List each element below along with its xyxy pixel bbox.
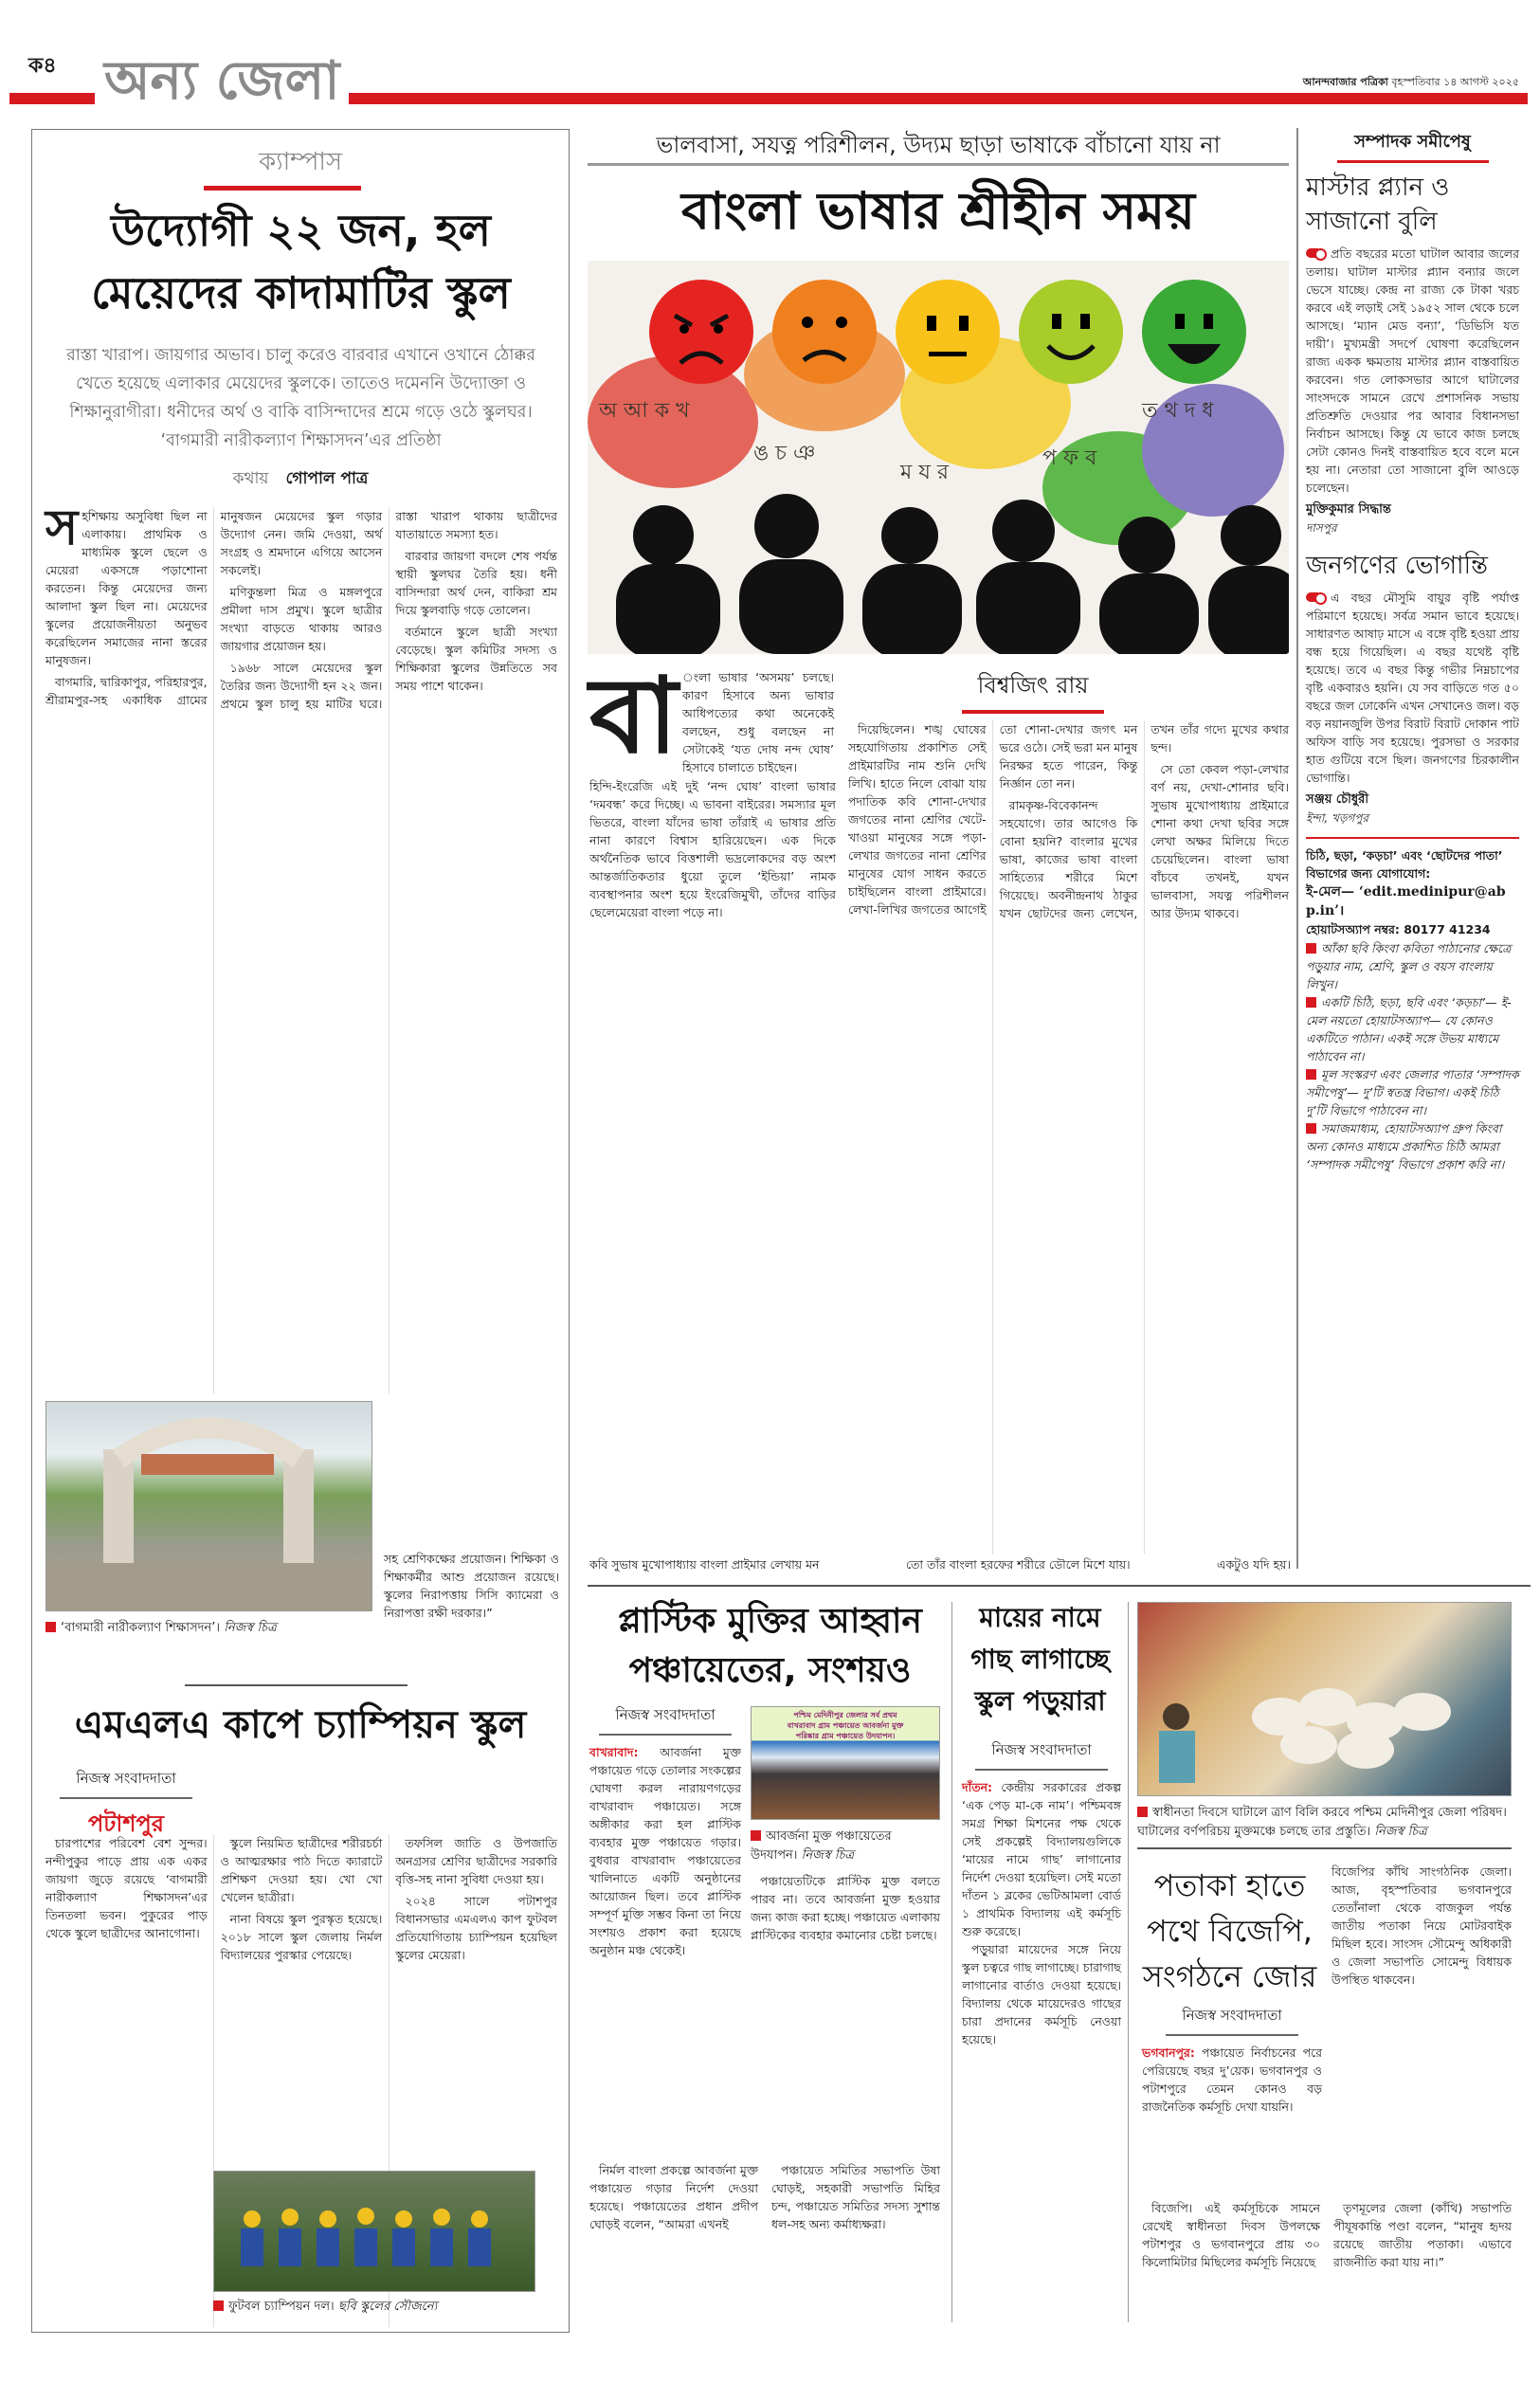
note-item <box>1306 939 1519 993</box>
column-rule <box>1128 1602 1129 2322</box>
author-underline <box>962 710 1104 714</box>
letter-title: মাস্টার প্ল্যান ও সাজানো বুলি <box>1306 173 1450 236</box>
column-rule <box>1296 128 1298 1569</box>
relief-photo-caption <box>1137 1804 1512 1849</box>
plastic-col2 <box>751 1872 940 1948</box>
masthead-date <box>1303 74 1519 92</box>
headline-line: প্লাস্টিক মুক্তির আহ্বান <box>618 1602 922 1641</box>
headline-line: মায়ের নামে <box>979 1602 1101 1633</box>
page-number: ক৪ <box>28 54 57 78</box>
note-item <box>1306 1119 1519 1173</box>
letters-section-title: সম্পাদক সমীপেষু <box>1354 132 1471 152</box>
letter-body <box>1306 589 1519 787</box>
column-rule <box>951 1602 952 2322</box>
football-team-photo <box>213 2171 535 2292</box>
lead <box>589 1743 741 1959</box>
place-name: দাঁতন: <box>962 1780 993 1794</box>
banner-line: পশ্চিম মেদিনীপুর জেলার সর্ব প্রথম <box>793 1711 897 1719</box>
kicker-rule <box>588 163 1289 166</box>
author-block <box>943 668 1123 714</box>
note-text: মূল সংস্করণ এবং জেলার পাতার ‘সম্পাদক সমীপেষু’— দু’টি স্বতন্ত্র বিভাগ। একই চিঠি দু’টি বিভাগে পাঠাবেন না। <box>1306 1067 1519 1118</box>
paragraph: বাগমারি, দ্বারিকাপুর, পরিহারপুর, শ্রীরামপুর-সহ একাধিক গ্রামের মানুষজন মেয়েদের স্কুল গড়ার উদ্যোগ নেন। জমি দেওয়া, অর্থ সংগ্রহ ও শ্রমদানে এগিয়ে আসেন সকলেই। <box>45 509 383 707</box>
lead-text: কেন্দ্রীয় সরকারের প্রকল্প ‘এক পেড় মা-কে নাম’। পশ্চিমবঙ্গ সমগ্র শিক্ষা মিশনের পক্ষ থেকে সেই প্রকল্পেই বিদ্যালয়গুলিকে ‘মায়ের নামে গাছ’ লাগানোর নির্দেশ দেওয়া হয়েছিল। সেই মতো দাঁতন ১ ব্লকের ভেটিআমলা বোর্ড ১ প্রাথমিক বিদ্যালয় এই কর্মসূচি শুরু করেছে। <box>962 1780 1121 1938</box>
bullet <box>1306 1123 1316 1134</box>
letter-title: জনগণের ভোগান্তি <box>1306 552 1488 580</box>
reporter: নিজস্ব সংবাদদাতা <box>60 1768 192 1799</box>
bullet <box>1306 943 1316 954</box>
bjp-headline <box>1137 1863 1322 1999</box>
divider <box>1306 837 1519 839</box>
paragraph: সে তো কেবল পড়া-লেখার বর্ণ নয়, দেখা-শোনার ছবি। সুভাষ মুখোপাধ্যায় প্রাইমারে শোনা কথা দেখা ছবির সঙ্গে লেখা অক্ষর মিলিয়ে দিতে চেয়েছিলেন। বাংলা ভাষা বাঁচবে তখনই, যখন ভালবাসা, সযত্ন পরিশীলন আর উদ্যম থাকবে। <box>1150 762 1289 920</box>
caption-text: আবর্জনা মুক্ত পঞ্চায়েতের উদযাপন। <box>751 1829 892 1863</box>
letter-arrow-icon <box>1306 592 1327 602</box>
svg-text:ঙ চ ঞ: ঙ চ ঞ <box>753 442 816 465</box>
caption-marker <box>213 2300 224 2311</box>
paragraph: তফসিল জাতি ও উপজাতি অনগ্রসর শ্রেণির ছাত্রীদের সরকারি বৃত্তি-সহ নানা সুবিধা দেওয়া হয়। <box>395 1836 557 1886</box>
svg-text:ম য র: ম য র <box>900 461 949 484</box>
contact-email[interactable]: ই-মেল— ‘edit.medinipur@abp.in’। <box>1306 884 1506 918</box>
letter-body <box>1306 245 1519 497</box>
letters-column <box>1306 128 1519 1173</box>
paragraph: বিজেপি। এই কর্মসূচিকে সামনে রেখেই স্বাধীনতা দিবস উপলক্ষে পটাশপুর ও ভগবানপুরে প্রায় ৩০ কিলোমিটার মিছিলের কর্মসূচি নিয়েছে <box>1142 2201 1320 2269</box>
headline-line: পথে বিজেপি, <box>1147 1913 1313 1949</box>
divider <box>588 1585 1531 1587</box>
note-item <box>1306 993 1519 1065</box>
headline-line: পতাকা হাতে <box>1153 1867 1306 1903</box>
photo-side-text: সহ শ্রেণিকক্ষের প্রয়োজন। শিক্ষিকা ও শিক্ষাকর্মীর আশু প্রয়োজন রয়েছে। স্কুলের নিরাপত্তায় সিসি ক্যামেরা ও নিরাপত্তা রক্ষী দরকার।” <box>384 1552 559 1620</box>
bjp-col1 <box>1142 2005 1322 2116</box>
drop-cap: স <box>45 500 79 556</box>
caption-text: ফুটবল চ্যাম্পিয়ন দল। <box>228 2300 335 2314</box>
language-dropcap: বা <box>589 655 679 776</box>
language-col1 <box>589 777 836 1555</box>
mla-reporter-block <box>45 1768 207 1845</box>
letter-arrow-icon <box>1306 248 1327 258</box>
emotion-faces-illustration <box>588 261 1289 654</box>
language-lead: ংলা ভাষার ‘অসময়’ চলছে। কারণ হিসাবে অন্য ভাষার আধিপত্যের কথা অনেকেই বলছেন, শুধু বলছেন না সেটাকেই ‘যত দোষ নন্দ ঘোষ’ হিসাবে চালাতে চাইছেন। <box>682 670 834 774</box>
paragraph: রামকৃষ্ণ-বিবেকানন্দ সহযোগে। তার আগেও কি বোনা হয়নি? বাংলার মুখের ভাষা, কাজের ভাষা বাংলা সাহিত্যের শরীরে মিশে গিয়েছে। অবনীন্দ্রনাথ ঠাকুর যখন ছোটদের জন্য লেখেন, তখন তাঁর গদ্যে মুখের কথার ছন্দ। <box>999 722 1289 920</box>
svg-text:অ আ ক খ: অ আ ক খ <box>599 399 690 423</box>
section-title: অন্য জেলা <box>95 47 349 116</box>
language-last-lines <box>589 1557 1291 1576</box>
author-name: বিশ্বজিৎ রায় <box>977 672 1089 699</box>
svg-text:ত থ দ ধ: ত থ দ ধ <box>1142 399 1214 423</box>
campus-byline <box>31 466 570 493</box>
kicker-underline <box>204 186 361 191</box>
text-line: কবি সুভাষ মুখোপাধ্যায় বাংলা প্রাইমার লেখায় মন <box>589 1557 820 1572</box>
paragraph: বারবার জায়গা বদলে শেষ পর্যন্ত স্থায়ী স্কুলঘর তৈরি হয়। ধনী বাসিন্দারা অর্থ দেন, বাকিরা শ্রম দিয়ে স্কুলবাড়ি গড়ে তোলেন। <box>395 549 557 617</box>
paragraph: বিজেপির কাঁথি সাংগঠনিক জেলা। আজ, বৃহস্পতিবার ভগবানপুরে তেতাঁনালা থেকে বাজকুল পর্যন্ত জাতীয় পতাকা নিয়ে মোটরবাইক মিছিল হবে। সাংসদ সৌমেন্দু অধিকারী ও জেলা সভাপতি সোমেন্দু বিধায়ক উপস্থিত থাকবেন। <box>1332 1864 1512 1987</box>
byline-label: কথায় <box>232 469 269 488</box>
caption-text: স্বাধীনতা দিবসে ঘাটালে ত্রাণ বিলি করবে পশ্চিম মেদিনীপুর জেলা পরিষদ। ঘাটালের বর্ণপরিচয় মুক্তমঞ্চে চলছে তার প্রস্তুতি। <box>1137 1806 1507 1839</box>
paragraph: নানা বিষয়ে স্কুল পুরস্কৃত হয়েছে। ২০১৮ সালে স্কুল জেলায় নির্মল বিদ্যালয়ের পুরস্কার পেয়েছে। <box>220 1912 383 1962</box>
language-cols <box>848 720 1289 1555</box>
paragraph: দিয়েছিলেন। শঙ্খ ঘোষের সহযোগিতায় প্রকাশিত সেই প্রাইমারটির নাম শুনি দেখি লিখি। হাতে নিলে বোঝা যায় পদাতিক কবি শোনা-দেখার জগতের নানা শ্রেণির খেটে-খাওয়া মানুষের সঙ্গে পড়া-লেখার জগতের নানা শ্রেণির মানুষের যোগ সাধন করতে চাইছিলেন বাংলা প্রাইমারে। লেখা-লিখির জগতের আগেই তো শোনা-দেখার জগৎ মন ভরে ওঠে। সেই ভরা মন মানুষ নিরক্ষর হতে পারেন, কিন্তু নির্জ্ঞান তো নন। <box>848 722 1138 917</box>
headline-line: উদ্যোগী ২২ জন, হল <box>111 205 491 256</box>
photo-credit: নিজস্ব চিত্র <box>224 1621 277 1635</box>
place-name: বাখরাবাদ: <box>589 1745 639 1759</box>
plastic-headline <box>588 1597 952 1696</box>
headline-line: স্কুল পড়ুয়ারা <box>974 1685 1106 1717</box>
bullet <box>1306 1069 1316 1080</box>
banner-line: পরিষ্কার গ্রাম পঞ্চায়েত উদযাপন। <box>795 1732 896 1740</box>
language-headline: বাংলা ভাষার শ্রীহীন সময় <box>681 181 1195 241</box>
team-illustration <box>214 2172 535 2292</box>
paragraph: চারপাশের পরিবেশ বেশ সুন্দর। নন্দীপুকুর পাড়ে প্রায় এক একর জায়গা জুড়ে রয়েছে ‘বাগমারী নারীকল্যাণ শিক্ষাসদন’এর তিনতলা ভবন। পুকুরের পাড় থেকে স্কুলে ছাত্রীদের আনাগোনা। <box>45 1836 208 1940</box>
place-name: পটাশপুর <box>87 1810 165 1837</box>
letter-author: মুক্তিকুমার সিদ্ধান্ত <box>1306 502 1391 517</box>
campus-kicker: ক্যাম্পাস <box>258 148 343 176</box>
paragraph: মণিকুন্তলা মিত্র ও মঙ্গলপুরে প্রমীলা দাস প্রমুখ। স্কুলে ছাত্রীর সংখ্যা বাড়তে থাকায় আরও জায়গার প্রয়োজন হয়। <box>220 585 383 653</box>
mla-headline: এমএলএ কাপে চ্যাম্পিয়ন স্কুল <box>74 1703 527 1747</box>
byline-name: গোপাল পাত্র <box>285 469 369 488</box>
paragraph: তৃণমূলের জেলা (কাঁথি) সভাপতি পীযূষকান্তি পণ্ডা বলেন, “মানুষ হৃদয় রয়েছে জাতীয় পতাকা। এভাবে রাজনীতি করা যায় না।” <box>1333 2201 1512 2269</box>
photo-credit: নিজস্ব চিত্র <box>1374 1825 1427 1839</box>
tree-body <box>962 1739 1121 2052</box>
contact-intro: চিঠি, ছড়া, ‘কড়চা’ এবং ‘ছোটদের পাতা’ বিভাগের জন্য যোগাযোগ: <box>1306 848 1503 881</box>
paragraph: পঞ্চায়েত সমিতির সভাপতি উষা ঘোড়ই, সহকারী সভাপতি মিহির চন্দ, পঞ্চায়েত সমিতির সদস্য সুশান্ত ধল-সহ অন্য কর্মাধ্যক্ষরা। <box>771 2163 940 2231</box>
school-photo-caption <box>45 1619 372 1638</box>
contact-whatsapp: হোয়াটসঅ্যাপ নম্বর: 80177 41234 <box>1306 922 1491 936</box>
plastic-event-photo <box>751 1706 940 1820</box>
caption-text: ‘বাগমারী নারীকল্যাণ শিক্ষাসদন’। <box>61 1621 221 1635</box>
text-line: তো তাঁর বাংলা হরফের শরীরে ডৌলে মিশে যায়। <box>905 1557 1131 1572</box>
date: বৃহস্পতিবার ১৪ আগস্ট ২০২৫ <box>1391 76 1519 88</box>
paragraph: হিন্দি-ইংরেজি এই দুই ‘নন্দ ঘোষ’ বাংলা ভাষার ‘দমবন্ধ’ করে দিচ্ছে। এ ভাবনা বাইরের। সমস্যার মূল ভিতরে, বাংলা যাঁদের ভাষা তাঁরাই এ ভাষার প্রতি নানা কারণে বিশ্বাস হারিয়েছেন। এক দিকে অর্থনৈতিক ভাবে বিত্তশালী ভদ্রলোকদের বড় অংশ আন্তর্জাতিকতার ধুয়ো তুলে ‘ইন্ডিয়া’ নামক ব্যবস্থাপনার অংশ হয়ে ইংরেজিমুখী, তাঁদের বাড়ির ছেলেমেয়েরা বাংলা পড়ে না। <box>589 779 836 919</box>
caption-marker <box>1137 1807 1148 1817</box>
gate-illustration <box>46 1402 372 1611</box>
happy-face <box>1142 280 1246 384</box>
sacks-illustration <box>1138 1603 1512 1796</box>
plastic-bottom <box>589 2161 940 2327</box>
language-kicker: ভালবাসা, সযত্ন পরিশীলন, উদ্যম ছাড়া ভাষাকে বাঁচানো যায় না <box>656 132 1221 158</box>
school-gate-photo <box>45 1401 372 1611</box>
bjp-col2 <box>1332 1863 1512 1992</box>
football-photo-caption <box>213 2298 535 2317</box>
photo-credit: ছবি স্কুলের সৌজন্যে <box>337 2300 438 2314</box>
place-name: ভগবানপুর: <box>1142 2046 1195 2060</box>
lead-text: আবর্জনা মুক্ত পঞ্চায়েত গড়ে তোলার সংকল্পের ঘোষণা করল নারায়ণগড়ের বাখরাবাদ পঞ্চায়েত। সঙ্গে অঙ্গীকার করা হল প্লাস্টিক ব্যবহার মুক্ত পঞ্চায়েত গড়ার। বুধবার বাখরাবাদ পঞ্চায়েতের খালিনাতে একটি অনুষ্ঠানের আয়োজন ছিল। তবে প্লাস্টিক সম্পূর্ণ মুক্তি সম্ভব কিনা তা নিয়ে সংশয়ও প্রকাশ করা হয়েছে অনুষ্ঠান মঞ্চ থেকেই। <box>589 1745 741 1957</box>
letter-place: ইন্দা, খড়গপুর <box>1306 811 1369 825</box>
neutral-face <box>896 280 1000 384</box>
angry-face <box>649 280 753 384</box>
letter-text: এ বছর মৌসুমি বায়ুর বৃষ্টি পর্যাপ্ত পরিমাণে হয়েছে। সর্বত্র সমান ভাবে হয়েছে। সাধারণত আষাঢ় মাসে এ বঙ্গে বৃষ্টি হওয়া প্রায় বন্ধ হয়ে গিয়েছিল। এ বছর যথেষ্ট বৃষ্টি হয়েছে। তবে এ বছর কিন্তু গভীর নিম্নচাপের বৃষ্টি একবারও হয়নি। যে সব বাড়িতে গত ৫০ বছরে জল ঢোকেনি এখন সেখানেও জল। বড় বড় নয়ানজুলি উপর বিরাট বিরাট দোকান পাট অফিস বাড়ি সব হয়েছে। পুরসভা ও সরকার হাত গুটিয়ে বসে ছিল। জনগণের চিরকালীন ভোগান্তি। <box>1306 591 1519 785</box>
letter-text: প্রতি বছরের মতো ঘাটাল আবার জলের তলায়। ঘাটাল মাস্টার প্ল্যান বন্যার জলে ভেসে যাচ্ছে। কেন্দ্র না রাজ্য কে টাকা খরচ করবে এই লড়াই সেই ১৯৫২ সাল থেকে চলে আসছে। ‘ম্যান মেড বন্যা’, ‘ডিভিসি যত দায়ী’। মুখ্যমন্ত্রী সদর্পে ঘোষণা করেছিলেন রাজ্য একক ক্ষমতায় মাস্টার প্ল্যান বাস্তবায়িত করবেন। গত লোকসভার আগে ঘাটালের সাংসদকে সামনে রেখে প্রশাসনিক সভায় প্রতিশ্রুতি দেওয়ার পর আবার বিধানসভা নির্বাচন আসছে। কিন্তু যে ভাবে কাজ চলছে সেটা কোনও দিনই বাস্তবায়িত হবে বলে মনে হয় না। নেতারা তো সাজানো বুলি আওড়ে চলেছেন। <box>1306 246 1519 495</box>
masthead: আনন্দবাজার পত্রিকা <box>1302 76 1388 88</box>
reporter: নিজস্ব সংবাদদাতা <box>1166 2005 1298 2036</box>
relief-preparation-photo <box>1137 1602 1512 1796</box>
headline-line: সংগঠনে জোর <box>1142 1958 1317 1994</box>
paragraph: ২০২৪ সালে পটাশপুর বিধানসভার এমএলএ কাপ ফুটবল প্রতিযোগিতায় চ্যাম্পিয়ন হয়েছিল স্কুলের মেয়েরা। <box>395 1894 557 1962</box>
paragraph: ১৯৬৮ সালে মেয়েদের স্কুল তৈরির জন্য উদ্যোগী হন ২২ জন। প্রথমে স্কুল চালু হয় মাটির ঘরে। রাস্তা খারাপ থাকায় ছাত্রীদের যাতায়াতে সমস্যা হত। <box>220 509 557 711</box>
letter-place: দাসপুর <box>1306 521 1337 535</box>
bullet <box>1306 997 1316 1008</box>
tree-headline <box>957 1597 1123 1722</box>
letter-author: সঞ্জয় চৌধুরী <box>1306 792 1369 807</box>
divider <box>185 1684 408 1686</box>
campus-body <box>45 500 557 1393</box>
paragraph: হশিক্ষায় অসুবিধা ছিল না এলাকায়। প্রাথমিক ও মাধ্যমিক স্কুলে ছেলে ও মেয়েরা একসঙ্গে পড়াশোনা করতেন। কিন্তু মেয়েদের জন্য আলাদা স্কুল ছিল না। মেয়েদের স্কুলের প্রয়োজনীয়তা অনুভব করেছিলেন সমাজের নানা স্তরের মানুষজন। <box>45 509 208 667</box>
svg-text:প ফ ব: প ফ ব <box>1042 446 1097 470</box>
caption-marker <box>751 1830 761 1841</box>
bjp-bottom <box>1142 2199 1512 2327</box>
note-text: একটি চিঠি, ছড়া, ছবি এবং ‘কড়চা’— ই-মেল নয়তো হোয়াটসঅ্যাপ— যে কোনও একটিতে পাঠান। একই সঙ্গে উভয় মাধ্যমে পাঠাবেন না। <box>1306 995 1512 1064</box>
paragraph: বর্তমানে স্কুলে ছাত্রী সংখ্যা বেড়েছে। স্কুল কমিটির সদস্য ও শিক্ষিকারা স্কুলের উন্নতিতে সব সময় পাশে থাকেন। <box>395 625 557 693</box>
notes <box>1306 939 1519 1173</box>
emoji-illustration <box>588 261 1289 654</box>
campus-deck: রাস্তা খারাপ। জায়গার অভাব। চালু করেও বারবার এখানে ওখানে ঠোক্কর খেতে হয়েছে এলাকার মেয়েদের স্কুলকে। তাতেও দমেননি উদ্যোক্তা ও শিক্ষানুরাগীরা। ধনীদের অর্থ ও বাকি বাসিন্দাদের শ্রমে গড়ে ওঠে স্কুলঘর। ‘বাগমারী নারীকল্যাণ শিক্ষাসদন’এর প্রতিষ্ঠা <box>66 346 535 450</box>
photo-credit: নিজস্ব চিত্র <box>801 1848 855 1863</box>
smile-face <box>1019 280 1123 384</box>
caption-marker <box>45 1622 56 1632</box>
paragraph: পঞ্চায়েতটিকে প্লাস্টিক মুক্ত বলতে পারব না। তবে আবর্জনা মুক্ত হওয়ার জন্য কাজ করা হচ্ছে। পঞ্চায়েত এলাকায় প্লাস্টিকের ব্যবহার কমানোর চেষ্টা চলছে। <box>751 1874 940 1942</box>
note-item <box>1306 1065 1519 1119</box>
event-banner <box>752 1707 939 1741</box>
sad-face <box>772 280 877 384</box>
headline-line: মেয়েদের কাদামাটির স্কুল <box>91 267 511 318</box>
section-underline <box>1337 160 1489 163</box>
lead-text: পঞ্চায়েত নির্বাচনের পরে পেরিয়েছে বছর দু’য়েক। ভগবানপুর ও পটাশপুরে তেমন কোনও বড় রাজনৈতিক কর্মসূচি দেখা যায়নি। <box>1142 2046 1322 2114</box>
campus-headline <box>38 199 564 324</box>
plastic-col1 <box>589 1704 741 1959</box>
paragraph: পড়ুয়ারা মায়েদের সঙ্গে নিয়ে স্কুল চত্বরে গাছ লাগাচ্ছে। চারাগাছ লাগানোর বার্তাও দেওয়া হয়েছে। বিদ্যালয় থেকে মায়েদেরও গাছের চারা প্রদানের কর্মসূচি নেওয়া হয়েছে। <box>962 1942 1121 2046</box>
plastic-photo-caption <box>751 1827 940 1865</box>
reporter: নিজস্ব সংবাদদাতা <box>975 1739 1108 1771</box>
note-text: সমাজমাধ্যম, হোয়াটসঅ্যাপ গ্রুপ কিংবা অন্য কোনও মাধ্যমে প্রকাশিত চিঠি আমরা ‘সম্পাদক সমীপেষু’ বিভাগে প্রকাশ করি না। <box>1306 1121 1505 1172</box>
headline-line: গাছ লাগাচ্ছে <box>970 1644 1110 1675</box>
text-line: একটুও যদি হয়। <box>1217 1557 1291 1572</box>
paragraph: নির্মল বাংলা প্রকল্পে আবর্জনা মুক্ত পঞ্চায়েত গড়ার নির্দেশ দেওয়া হয়েছে। পঞ্চায়েতের প্রধান প্রদীপ ঘোড়ই বলেন, “আমরা এখনই <box>589 2163 758 2231</box>
paragraph: স্কুলে নিয়মিত ছাত্রীদের শরীরচর্চা ও আত্মরক্ষার পাঠ দিতে ক্যারাটে প্রশিক্ষণ দেওয়া হয়। খো খো খেলেন ছাত্রীরা। <box>220 1836 383 1904</box>
note-text: আঁকা ছবি কিংবা কবিতা পাঠানোর ক্ষেত্রে পড়ুয়ার নাম, শ্রেণি, স্কুল ও বয়স বাংলায় লিখুন। <box>1306 941 1512 991</box>
headline-line: পঞ্চায়েতের, সংশয়ও <box>628 1651 912 1690</box>
reporter: নিজস্ব সংবাদদাতা <box>599 1704 732 1736</box>
banner-line: বাখরাবাদ গ্রাম পঞ্চায়েত আবর্জনা মুক্ত <box>787 1721 904 1730</box>
